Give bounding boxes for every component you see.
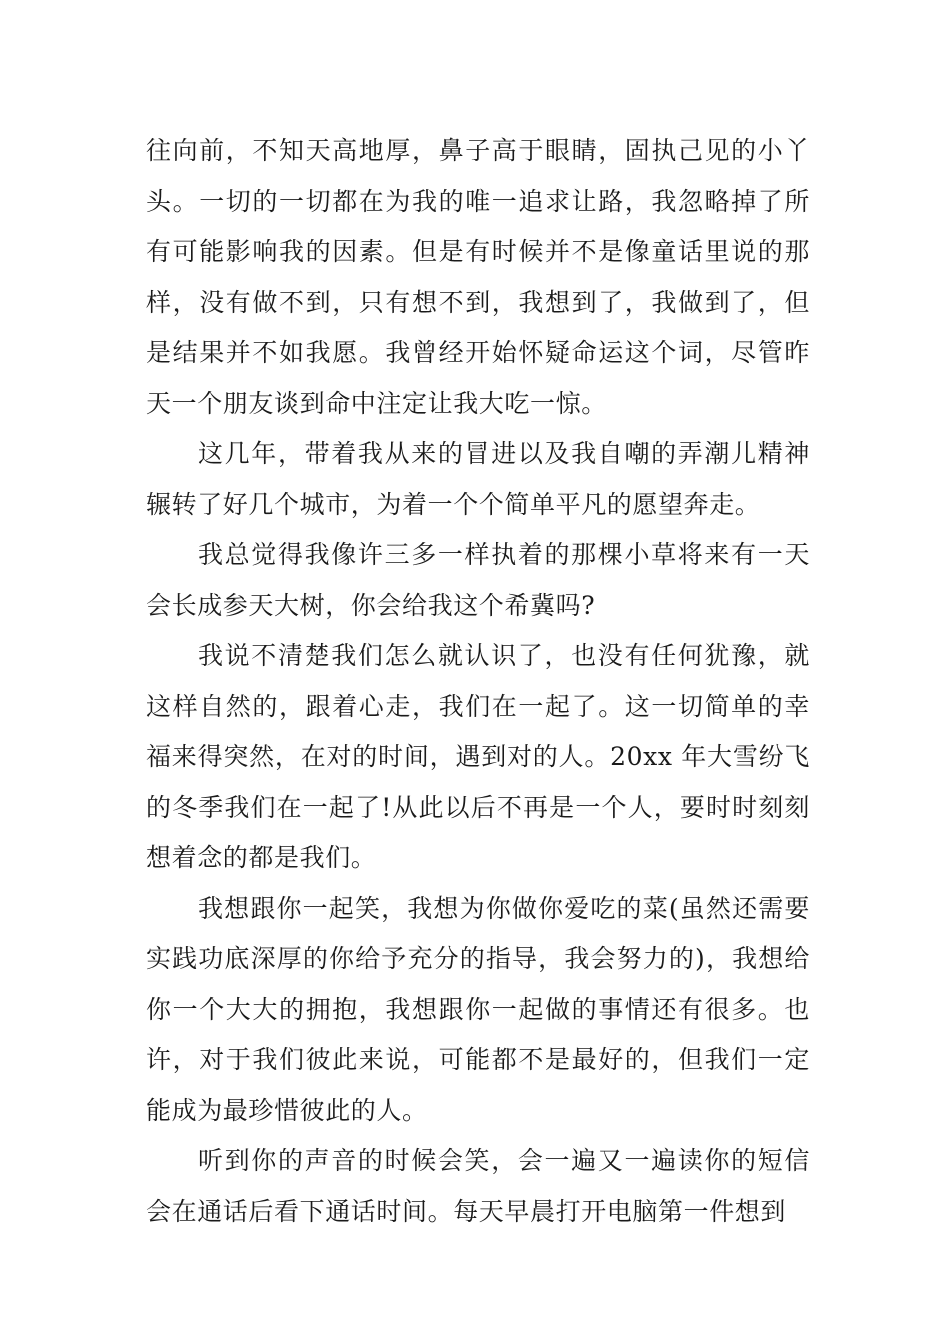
paragraph-4: 我说不清楚我们怎么就认识了，也没有任何犹豫，就这样自然的，跟着心走，我们在一起了。这一切简单的幸福来得突然，在对的时间，遇到对的人。20xx 年大雪纷飞的冬季我们在一起了!从此以后不再是一个人，要时时刻刻想着念的都是我们。 xyxy=(146,641,810,872)
paragraph-6: 听到你的声音的时候会笑，会一遍又一遍读你的短信会在通话后看下通话时间。每天早晨打开电脑第一件想到 xyxy=(146,1146,810,1226)
paragraph-3: 我总觉得我像许三多一样执着的那棵小草将来有一天会长成参天大树，你会给我这个希冀吗? xyxy=(146,540,810,620)
paragraph-2: 这几年，带着我从来的冒进以及我自嘲的弄潮儿精神辗转了好几个城市，为着一个个简单平凡的愿望奔走。 xyxy=(146,439,810,519)
paragraph-1: 往向前，不知天高地厚，鼻子高于眼睛，固执己见的小丫头。一切的一切都在为我的唯一追求让路，我忽略掉了所有可能影响我的因素。但是有时候并不是像童话里说的那样，没有做不到，只有想不到，我想到了，我做到了，但是结果并不如我愿。我曾经开始怀疑命运这个词，尽管昨天一个朋友谈到命中注定让我大吃一惊。 xyxy=(146,136,810,418)
paragraph-5: 我想跟你一起笑，我想为你做你爱吃的菜(虽然还需要实践功底深厚的你给予充分的指导，我会努力的)，我想给你一个大大的拥抱，我想跟你一起做的事情还有很多。也许，对于我们彼此来说，可能都不是最好的，但我们一定能成为最珍惜彼此的人。 xyxy=(146,893,810,1125)
body-text xyxy=(146,126,810,1237)
